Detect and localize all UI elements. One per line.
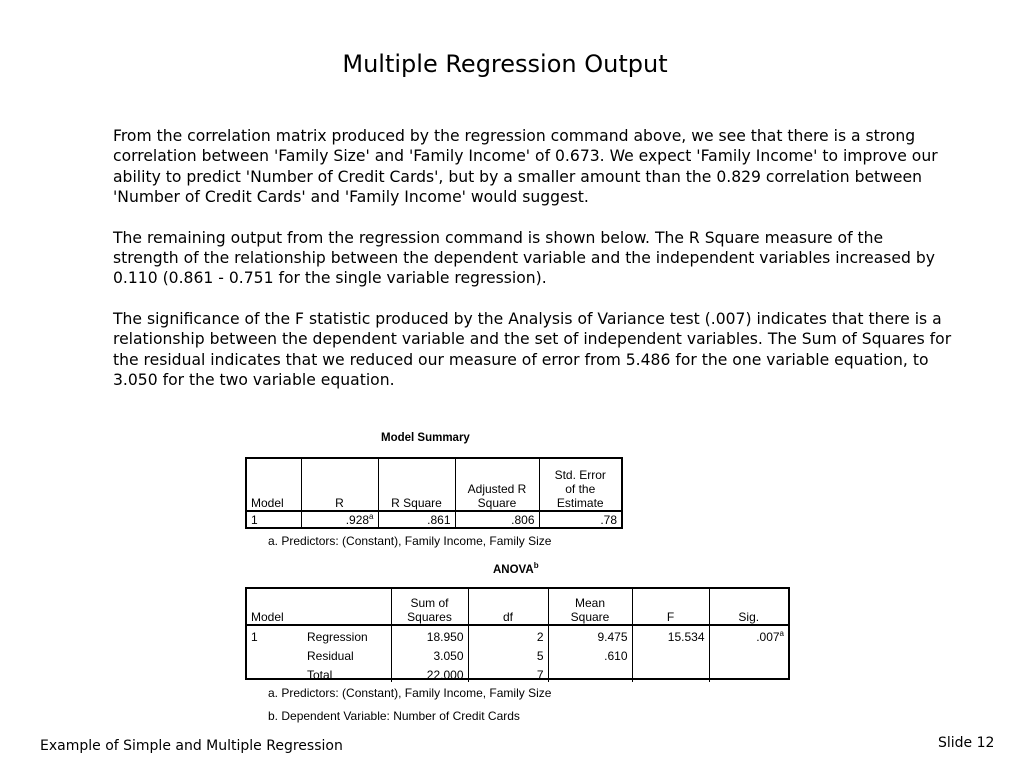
header-df: df (468, 589, 548, 625)
slide-title: Multiple Regression Output (342, 50, 668, 78)
header-ms-line2: Square (570, 610, 610, 624)
cell-r-square: .861 (378, 511, 455, 527)
header-se-line2: of the (565, 482, 596, 496)
cell-sig (709, 663, 788, 682)
header-ms-line1: Mean (574, 596, 606, 610)
cell-mean-square: 9.475 (548, 625, 632, 644)
header-adjusted-line1: Adjusted R (467, 482, 527, 496)
cell-f (632, 644, 709, 663)
cell-f: 15.534 (632, 625, 709, 644)
cell-source: Regression (303, 625, 391, 644)
paragraph-r-square: The remaining output from the regression command is shown below. The R Square measure of the strength of the relationship between the dependent variable and the independent variables increased by 0.110 (0.861 - 0.751 for the single variable regression). (113, 228, 935, 288)
cell-model: 1 (247, 511, 301, 527)
cell-std-error: .78 (600, 513, 617, 527)
cell-sum-of-squares: 3.050 (391, 644, 468, 663)
table-row (247, 644, 788, 663)
paragraph-f-statistic: The significance of the F statistic produced by the Analysis of Variance test (.007) indicates that there is a relationship between the dependent variable and the set of independent variables. The Sum of Squares for the residual indicates that we reduced our measure of error from 5.486 for the one variable equation, to 3.050 for the two variable equation. (113, 309, 952, 390)
cell-df: 7 (468, 663, 548, 682)
model-summary-footnote: a. Predictors: (Constant), Family Income, Family Size (268, 534, 552, 548)
anova-table (245, 587, 790, 680)
cell-sum-of-squares: 22.000 (391, 663, 468, 682)
header-se-line3: Estimate (556, 496, 604, 510)
header-r: R (301, 459, 378, 511)
anova-title: ANOVA$^b$ (493, 561, 539, 576)
cell-mean-square (548, 663, 632, 682)
model-summary-table (245, 457, 623, 529)
header-f: F (632, 589, 709, 625)
footer-presentation-title: Example of Simple and Multiple Regression (40, 738, 343, 754)
cell-mean-square: .610 (548, 644, 632, 663)
header-std-error (539, 459, 621, 511)
model-summary-title: Model Summary (381, 432, 470, 444)
header-sig: Sig. (709, 589, 788, 625)
paragraph-correlation: From the correlation matrix produced by the regression command above, we see that there is a strong correlation between 'Family Size' and 'Family Income' of 0.673. We expect 'Family Income' to improve our ability to predict 'Number of Credit Cards', but by a smaller amount than the 0.829 correlation between 'Number of Credit Cards' and 'Family Income' would suggest. (113, 127, 938, 207)
header-ss-line1: Sum of (410, 596, 449, 610)
header-r-square: R Square (378, 459, 455, 511)
footer-slide-number: Slide 12 (938, 735, 995, 751)
slide-body (113, 126, 953, 410)
header-mean-square (548, 589, 632, 625)
cell-sig: .007$^a$ (756, 629, 784, 644)
cell-df: 2 (468, 625, 548, 644)
anova-footnote-b: b. Dependent Variable: Number of Credit Cards (268, 709, 520, 723)
cell-f (632, 663, 709, 682)
cell-model: 1 (251, 630, 258, 644)
header-sum-of-squares (391, 589, 468, 625)
cell-r: .928$^a$ (301, 511, 378, 527)
cell-adjusted-r-square: .806 (455, 511, 539, 527)
header-anova-model: Model (247, 589, 303, 625)
cell-model (247, 663, 303, 682)
header-model: Model (247, 459, 301, 511)
cell-model (247, 644, 303, 663)
cell-df: 5 (468, 644, 548, 663)
cell-source: Residual (303, 644, 391, 663)
header-ss-line2: Squares (407, 610, 452, 624)
cell-source: Total (303, 663, 391, 682)
cell-sum-of-squares: 18.950 (391, 625, 468, 644)
header-adjusted-line2: Square (477, 496, 517, 510)
header-se-line1: Std. Error (554, 468, 606, 482)
cell-sig (709, 644, 788, 663)
anova-footnote-a: a. Predictors: (Constant), Family Income, Family Size (268, 686, 552, 700)
header-adjusted-r-square (455, 459, 539, 511)
table-row (247, 663, 788, 682)
table-row (247, 625, 788, 644)
